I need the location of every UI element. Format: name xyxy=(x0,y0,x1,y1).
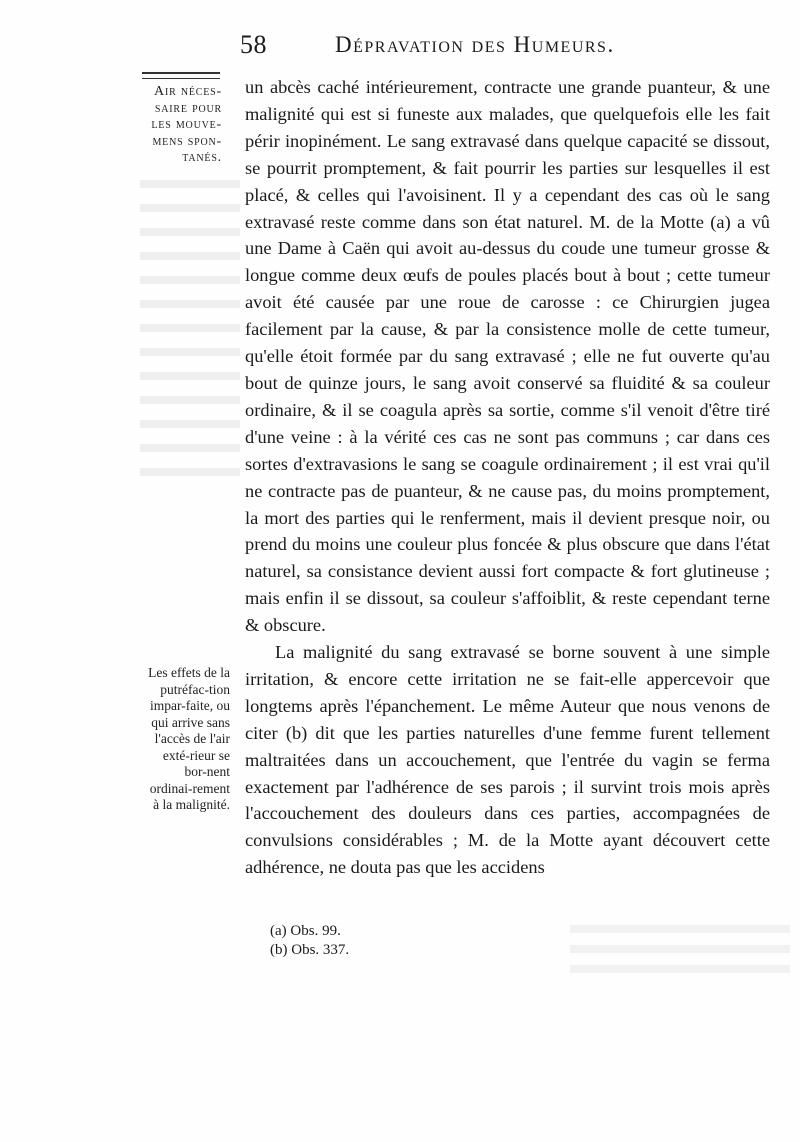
page-header xyxy=(240,30,740,70)
running-head: Dépravation des Humeurs. xyxy=(335,32,615,57)
page-number: 58 xyxy=(240,30,267,59)
footnote-b: (b) Obs. 337. xyxy=(270,942,350,958)
bleed-through-shadow xyxy=(140,180,240,480)
margin-note-putrefaction: Les effets de la putréfac-tion impar-faite, ou qui arrive sans l'accès de l'air exté-rieur se bor-nent ordinai-rement à la malignité. xyxy=(148,665,230,812)
paragraph: La malignité du sang extravasé se borne souvent à une simple irritation, & encore cette irritation ne se fait-elle appercevoir que longtems après l'épanchement. Le même Auteur que nous venons de citer (b) dit que les parties naturelles d'une femme furent tellement maltraitées dans un accouchement, que l'entrée du vagin se ferma exactement par l'adhérence de ses parois ; il survint trois mois après l'accouchement des douleurs dans ces parties, accompagnées de convulsions considérables ; M. de la Motte ayant découvert cette adhérence, ne douta pas que les accidens xyxy=(245,642,770,878)
footnotes xyxy=(270,922,570,960)
paragraph: un abcès caché intérieurement, contracte une grande puanteur, & une malignité qui est si funeste aux malades, que quelquefois elle les fait périr inopinément. Le sang extravasé dans quelque capacité se dissout, se pourrit promptement, & fait pourrir les parties sur lesquelles il est placé, & celles qui l'avoisinent. Il y a cependant des cas où le sang extravasé reste comme dans son état naturel. M. de la Motte (a) a vû une Dame à Caën qui avoit au-dessus du coude une tumeur grosse & longue comme deux œufs de poules placés bout à bout ; cette tumeur avoit été causée par une roue de carosse : ce Chirurgien jugea facilement par la cause, & par la consistence molle de cette tumeur, qu'elle étoit formée par du sang extravasé ; elle ne fut ouverte qu'au bout de quinze jours, le sang avoit conservé sa fluidité & sa couleur ordinaire, & il se coagula après sa sortie, comme s'il venoit d'être tiré d'une veine : à la vérité ces cas ne sont pas communs ; car dans ces sortes d'extravasions le sang se coagule ordinairement ; il est vrai qu'il ne contracte pas de puanteur, & ne cause pas, du moins promptement, la mort des parties qui le renferment, mais il devient presque noir, ou prend du moins une couleur plus foncée & plus obscure que dans l'état naturel, sa consistance devient aussi fort compacte & fort glutineuse ; mais enfin il se dissout, sa couleur s'affoiblit, & reste cependant terne & obscure. xyxy=(245,77,770,636)
bleed-through-shadow-bottom xyxy=(570,925,790,980)
margin-note-air: Air néces-saire pour les mouve-mens spon-tanés. xyxy=(151,84,222,165)
main-text xyxy=(245,74,770,881)
margin-rule xyxy=(142,72,220,79)
footnote-a: (a) Obs. 99. xyxy=(270,923,341,939)
